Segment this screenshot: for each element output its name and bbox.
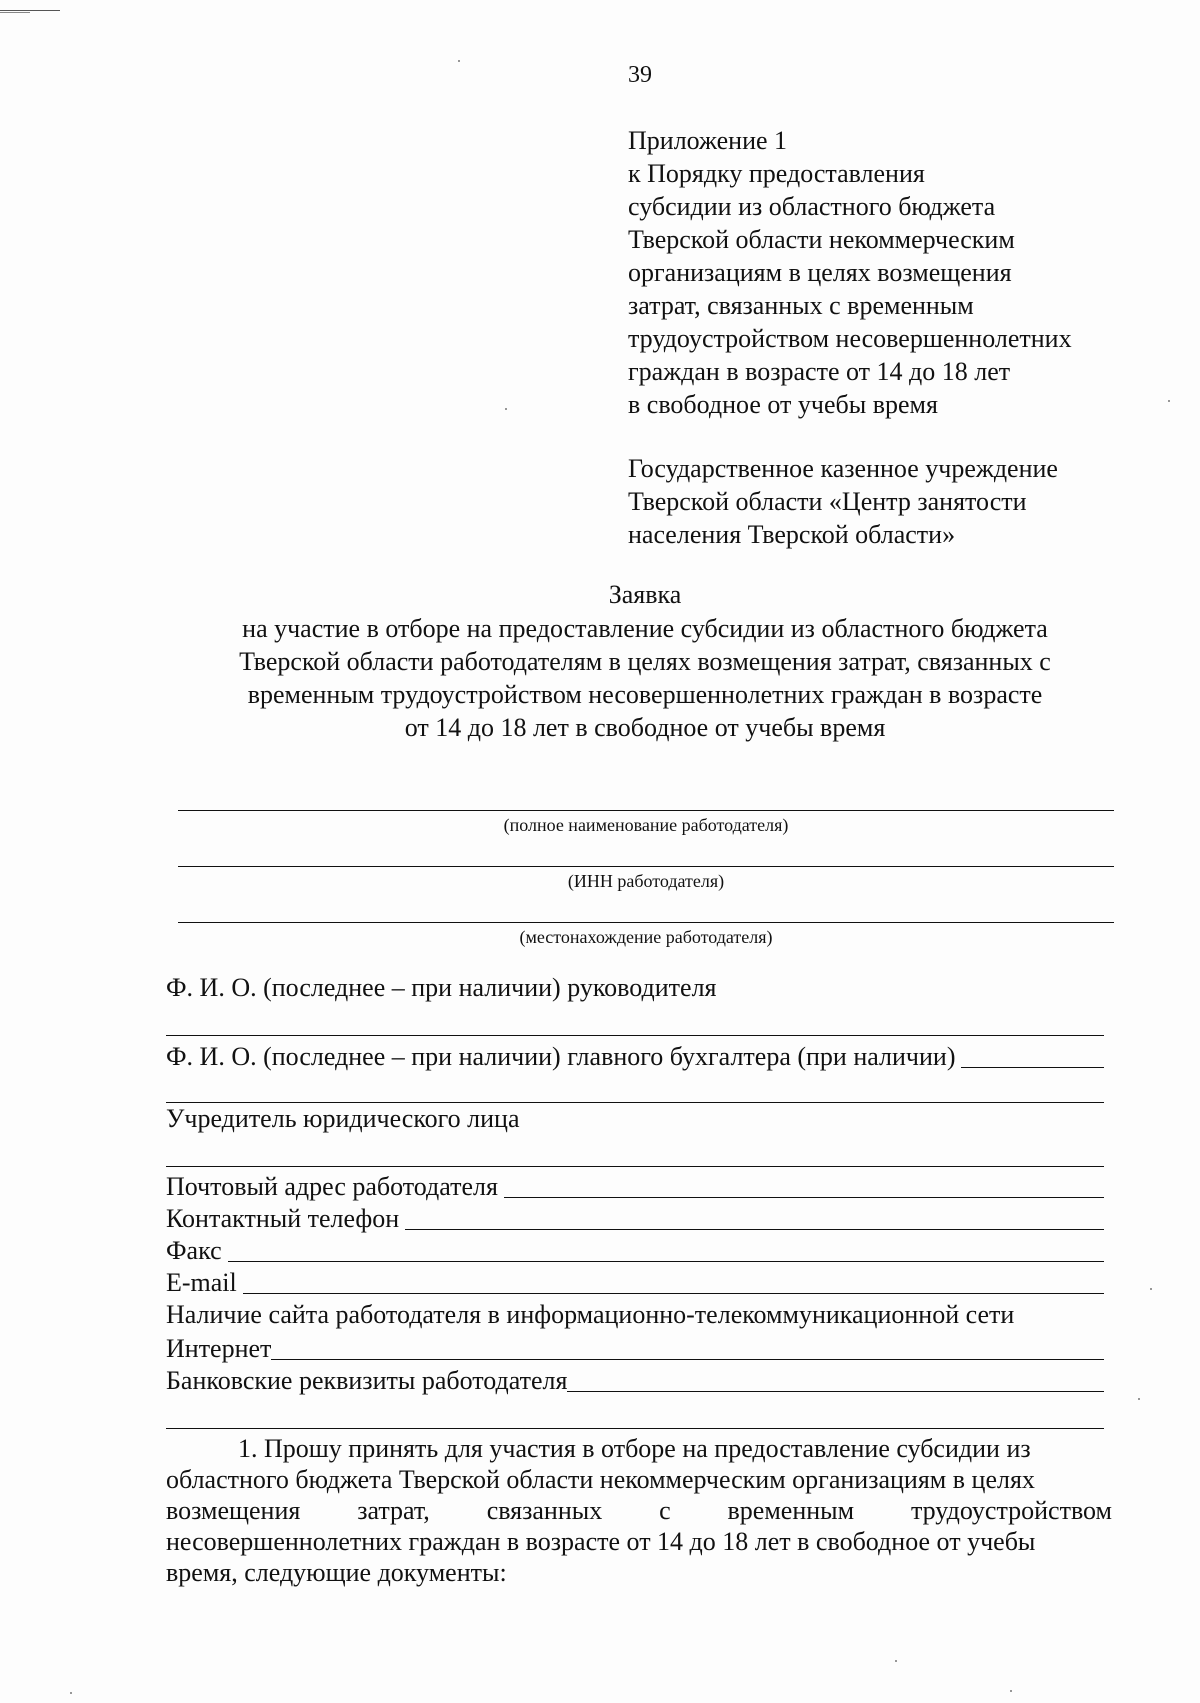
- website-field[interactable]: [271, 1335, 1104, 1360]
- phone-field[interactable]: [405, 1205, 1104, 1230]
- appendix-line: в свободное от учебы время: [628, 390, 938, 419]
- scan-speck: [1010, 1690, 1012, 1692]
- postal-address-label: Почтовый адрес работодателя: [166, 1172, 498, 1201]
- paragraph-line: 1. Прошу принять для участия в отборе на предоставление субсидии из: [238, 1434, 1031, 1463]
- paragraph-line: несовершеннолетних граждан в возрасте от 14 до 18 лет в свободное от учебы: [166, 1527, 1036, 1556]
- bank-details-field-line2[interactable]: [166, 1428, 1104, 1429]
- paragraph-line: время, следующие документы:: [166, 1558, 507, 1587]
- website-row: [166, 1332, 1104, 1364]
- founder-field[interactable]: [166, 1166, 1104, 1167]
- chief-accountant-field-line2[interactable]: [166, 1102, 1104, 1103]
- document-subtitle: [150, 612, 1140, 744]
- inn-caption: (ИНН работодателя): [567, 871, 725, 891]
- appendix-line: трудоустройством несовершеннолетних: [628, 324, 1072, 353]
- email-row: [166, 1266, 1104, 1298]
- scan-speck: [895, 1660, 897, 1662]
- subtitle-line: от 14 до 18 лет в свободное от учебы время: [404, 713, 886, 742]
- inn-field[interactable]: [178, 866, 1114, 867]
- scan-speck: [1168, 400, 1170, 402]
- postal-address-field[interactable]: [504, 1173, 1104, 1198]
- location-field[interactable]: [178, 922, 1114, 923]
- appendix-line: к Порядку предоставления: [628, 159, 925, 188]
- founder-label: Учредитель юридического лица: [166, 1104, 520, 1133]
- paragraph-line: областного бюджета Тверской области некоммерческим организациям в целях: [166, 1465, 1035, 1494]
- scan-speck: [1150, 1288, 1152, 1290]
- paragraph-word: затрат,: [357, 1496, 430, 1525]
- bank-details-field[interactable]: [567, 1367, 1104, 1392]
- document-title: Заявка: [608, 580, 682, 609]
- head-name-label: Ф. И. О. (последнее – при наличии) руководителя: [166, 973, 717, 1002]
- email-label: E-mail: [166, 1268, 237, 1297]
- fax-field[interactable]: [228, 1237, 1104, 1262]
- website-label-line1: Наличие сайта работодателя в информационно-телекоммуникационной сети: [166, 1300, 1015, 1329]
- phone-row: [166, 1202, 1104, 1234]
- addressee-line: Государственное казенное учреждение: [628, 454, 1058, 483]
- paragraph-line-justified: [166, 1495, 1112, 1526]
- paragraph-word: трудоустройством: [910, 1496, 1112, 1525]
- scan-speck: [458, 60, 460, 62]
- scan-speck: [70, 1692, 72, 1694]
- appendix-line: Тверской области некоммерческим: [628, 225, 1015, 254]
- chief-accountant-label: Ф. И. О. (последнее – при наличии) главного бухгалтера (при наличии): [166, 1042, 956, 1071]
- appendix-line: затрат, связанных с временным: [628, 291, 974, 320]
- appendix-line: организациям в целях возмещения: [628, 258, 1012, 287]
- fax-row: [166, 1234, 1104, 1266]
- paragraph-word: связанных: [486, 1496, 603, 1525]
- chief-accountant-row: [166, 1040, 1104, 1072]
- subtitle-line: Тверской области работодателям в целях возмещения затрат, связанных с: [239, 647, 1051, 676]
- scan-edge-mark: [0, 12, 30, 13]
- fax-label: Факс: [166, 1236, 222, 1265]
- head-name-field[interactable]: [166, 1035, 1104, 1036]
- employer-name-caption: (полное наименование работодателя): [503, 815, 789, 835]
- location-caption: (местонахождение работодателя): [519, 927, 773, 947]
- page-number: 39: [628, 62, 652, 88]
- appendix-line: субсидии из областного бюджета: [628, 192, 996, 221]
- addressee-block: [628, 452, 1058, 551]
- bank-details-row: [166, 1364, 1104, 1396]
- appendix-line: Приложение 1: [628, 126, 788, 155]
- paragraph-word: возмещения: [166, 1496, 301, 1525]
- subtitle-line: временным трудоустройством несовершеннолетних граждан в возрасте: [247, 680, 1043, 709]
- postal-address-row: [166, 1170, 1104, 1202]
- addressee-line: Тверской области «Центр занятости: [628, 487, 1027, 516]
- paragraph-word: временным: [727, 1496, 855, 1525]
- request-paragraph: [166, 1433, 1112, 1588]
- website-label-line2: Интернет: [166, 1334, 272, 1363]
- appendix-header: [628, 124, 1072, 421]
- employer-name-field[interactable]: [178, 810, 1114, 811]
- phone-label: Контактный телефон: [166, 1204, 400, 1233]
- scan-speck: [1138, 1398, 1140, 1400]
- scan-speck: [505, 408, 507, 410]
- email-field[interactable]: [243, 1269, 1104, 1294]
- appendix-line: граждан в возрасте от 14 до 18 лет: [628, 357, 1011, 386]
- subtitle-line: на участие в отборе на предоставление субсидии из областного бюджета: [242, 614, 1048, 643]
- bank-details-label: Банковские реквизиты работодателя: [166, 1366, 568, 1395]
- scan-edge-mark: [0, 10, 60, 11]
- addressee-line: населения Тверской области»: [628, 520, 956, 549]
- paragraph-word: с: [659, 1496, 671, 1525]
- chief-accountant-field[interactable]: [961, 1043, 1104, 1068]
